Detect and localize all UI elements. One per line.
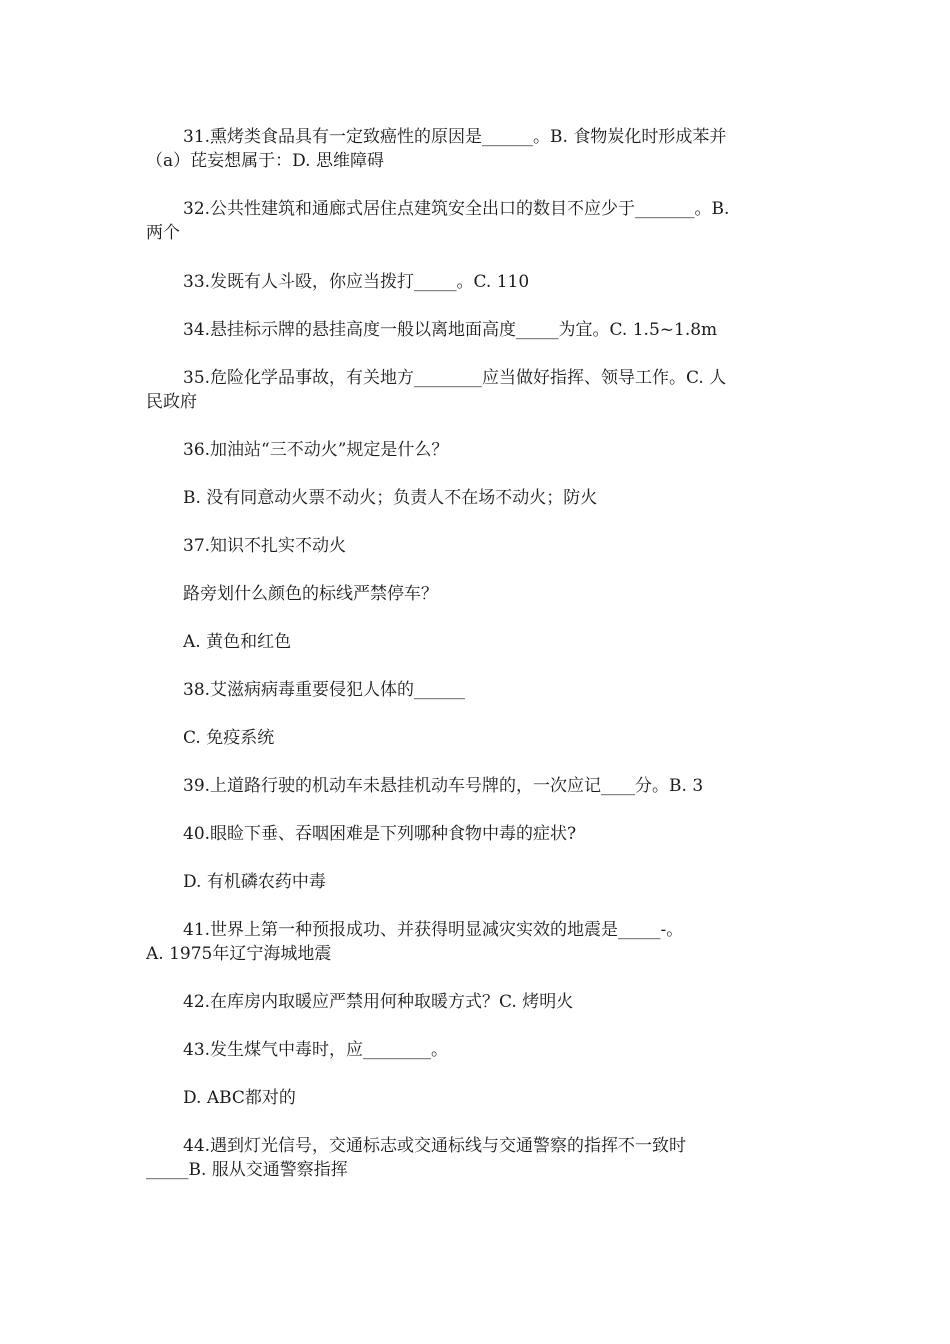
- question-39: 39.上道路行驶的机动车未悬挂机动车号牌的，一次应记____分。B. 3: [183, 776, 704, 796]
- question-34: 34.悬挂标示牌的悬挂高度一般以离地面高度_____为宜。C. 1.5~1.8m: [183, 320, 718, 340]
- question-32-line-2: 两个: [146, 223, 180, 243]
- answer-36: B. 没有同意动火票不动火；负责人不在场不动火；防火: [183, 488, 598, 508]
- question-31-line-2: （a）芘妄想属于：D. 思维障碍: [146, 151, 384, 171]
- question-41-line-2: A. 1975年辽宁海城地震: [146, 944, 332, 964]
- question-35-line-1: 35.危险化学品事故，有关地方________应当做好指挥、领导工作。C. 人: [183, 368, 727, 388]
- question-37-prompt: 路旁划什么颜色的标线严禁停车？: [183, 584, 438, 604]
- question-36: 36.加油站“三不动火”规定是什么？: [183, 440, 449, 460]
- answer-37: A. 黄色和红色: [183, 632, 292, 652]
- question-42: 42.在库房内取暖应严禁用何种取暖方式？C. 烤明火: [183, 992, 574, 1012]
- answer-38: C. 免疫系统: [183, 728, 275, 748]
- question-43: 43.发生煤气中毒时，应________。: [183, 1040, 449, 1060]
- question-44-line-2: _____B. 服从交通警察指挥: [146, 1160, 348, 1180]
- question-33: 33.发既有人斗殴，你应当拨打_____。C. 110: [183, 272, 530, 292]
- answer-43: D. ABC都对的: [183, 1088, 296, 1108]
- question-37: 37.知识不扎实不动火: [183, 536, 347, 556]
- question-35-line-2: 民政府: [146, 392, 197, 412]
- question-32-line-1: 32.公共性建筑和通廊式居住点建筑安全出口的数目不应少于_______。B.: [183, 199, 730, 219]
- answer-40: D. 有机磷农药中毒: [183, 872, 326, 892]
- question-40: 40.眼睑下垂、吞咽困难是下列哪种食物中毒的症状?: [183, 824, 577, 844]
- question-31-line-1: 31.熏烤类食品具有一定致癌性的原因是______。B. 食物炭化时形成苯并: [183, 127, 727, 147]
- question-41-line-1: 41.世界上第一种预报成功、并获得明显减灾实效的地震是_____-。: [183, 920, 684, 940]
- question-38: 38.艾滋病病毒重要侵犯人体的______: [183, 680, 466, 700]
- question-44-line-1: 44.遇到灯光信号，交通标志或交通标线与交通警察的指挥不一致时: [183, 1136, 687, 1156]
